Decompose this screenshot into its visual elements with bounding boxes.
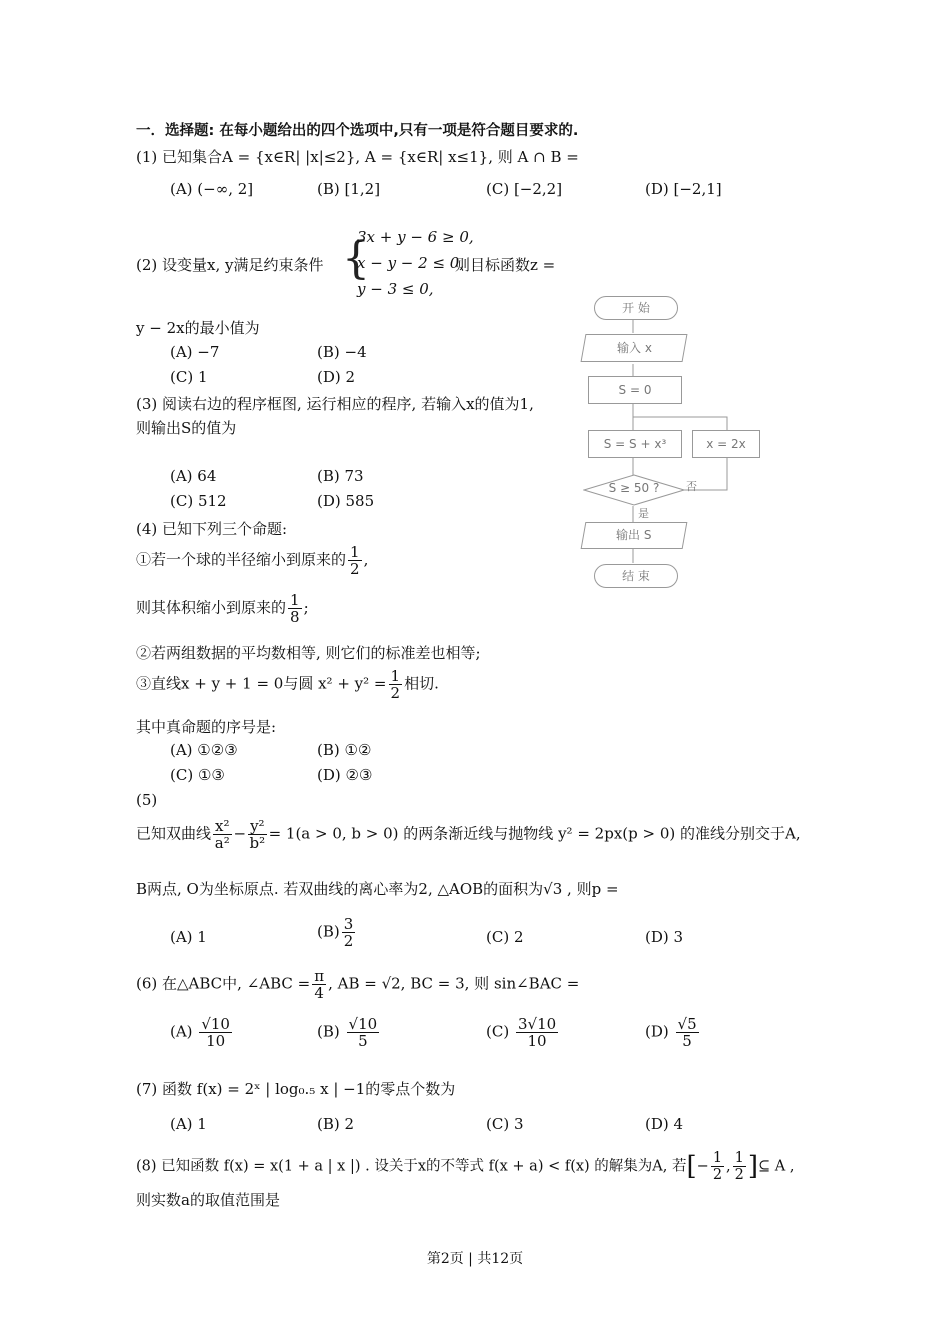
q4-option-d: (D) ②③ [317,766,373,784]
q2-option-c: (C) 1 [170,368,208,386]
q6-c-label: (C) [486,1022,510,1041]
q7-option-a: (A) 1 [170,1115,207,1133]
q6-a-label: (A) [170,1022,193,1041]
q6-stem [136,968,579,1001]
q5-option-b [317,916,357,949]
q6-b-label: (B) [317,1022,340,1041]
flow-update: S = S + x³ [588,430,682,458]
q6-b-den: 5 [358,1032,368,1050]
q8-f2-num: 1 [734,1150,744,1166]
q4-p3-text: ③直线x + y + 1 = 0与圆 x² + y² = [136,674,387,693]
flow-start: 开 始 [594,296,678,320]
q8-stem-a: (8) 已知函数 f(x) = x(1 + a | x |) . 设关于x的不等式 f(x + a) < f(x) 的解集为A, 若 [136,1158,687,1175]
q5-f2-num: y² [250,817,265,835]
q6-option-c [486,1016,560,1049]
q8-rbracket: ] [747,1151,759,1182]
q2-option-d: (D) 2 [317,368,356,386]
q5-num: (5) [136,791,158,809]
q5-minus: − [233,824,247,843]
q5-b-num: 3 [343,915,354,933]
q1-option-b: (B) [1,2] [317,180,381,198]
q3-option-c: (C) 512 [170,492,227,510]
q7-option-d: (D) 4 [645,1115,684,1133]
q6-a-num: √10 [201,1015,230,1033]
flow-cond: S ≥ 50 ? [608,481,660,495]
q5-line1-b: = 1(a > 0, b > 0) 的两条渐近线与抛物线 y² = 2px(p > 0) 的准线分别交于A, [268,824,801,843]
q4-p1c-end: ; [303,598,309,617]
q6-c-num: 3√10 [517,1015,557,1033]
q1-option-c: (C) [−2,2] [486,180,563,198]
q4-p1c-num: 1 [290,591,300,609]
q7-stem: (7) 函数 f(x) = 2ˣ | log₀.₅ x | −1的零点个数为 [136,1080,456,1098]
q4-p1c-den: 8 [290,608,300,626]
q6-a-den: 10 [206,1032,226,1050]
q5-option-b-label: (B) [317,922,340,941]
q3-stem-b: 则输出S的值为 [136,419,237,437]
q6-d-num: √5 [677,1015,697,1033]
flow-init: S = 0 [588,376,682,404]
q8-stem-c: 则实数a的取值范围是 [136,1191,280,1209]
q5-line1 [136,818,801,851]
q4-p3 [136,668,439,701]
flow-input-label: 输入 x [616,341,652,355]
q4-p1-den: 2 [350,560,360,578]
q3-option-d: (D) 585 [317,492,375,510]
q6-pi-den: 4 [314,984,324,1002]
q5-option-d: (D) 3 [645,928,684,946]
q6-c-den: 10 [527,1032,547,1050]
q6-pi-num: π [314,967,325,985]
q4-p3-den: 2 [390,684,401,702]
q5-line2: B两点, O为坐标原点. 若双曲线的离心率为2, △AOB的面积为√3 , 则p = [136,880,619,898]
q4-p1-num: 1 [350,543,360,561]
q6-option-a [170,1016,234,1049]
q2-stem-c: y − 2x的最小值为 [136,319,260,337]
q6-stem-a: (6) 在△ABC中, ∠ABC = [136,974,311,993]
q4-p1c-text: 则其体积缩小到原来的 [136,598,287,617]
q7-option-b: (B) 2 [317,1115,355,1133]
q3-option-b: (B) 73 [317,467,364,485]
q4-option-a: (A) ①②③ [170,741,238,759]
q2-constraint-3: y − 3 ≤ 0, [357,280,434,298]
q2-option-b: (B) −4 [317,343,367,361]
q5-b-den: 2 [343,932,354,950]
q4-option-c: (C) ①③ [170,766,225,784]
q8-f2-den: 2 [734,1167,744,1183]
q7-option-c: (C) 3 [486,1115,524,1133]
flow-double: x = 2x [692,430,760,458]
q1-option-a: (A) (−∞, 2] [170,180,254,198]
q5-option-c: (C) 2 [486,928,524,946]
q5-f1-num: x² [215,817,230,835]
q3-stem-a: (3) 阅读右边的程序框图, 运行相应的程序, 若输入x的值为1, [136,395,534,413]
q4-p3-num: 1 [390,667,401,685]
q4-ask: 其中真命题的序号是: [136,718,277,736]
flow-output [581,522,688,549]
q2-brace: { [342,233,370,284]
q8-f1-num: 1 [712,1150,723,1166]
q4-p1 [136,544,368,577]
q4-p3-end: 相切. [404,674,439,693]
q8-line1: (8) 已知函数 f(x) = x(1 + a | x |) . 设关于x的不等式 f(x + a) < f(x) 的解集为A, 若[− $\frac{1}{2}$ , $\frac{1}{2}$ ]⊆ A , [136,1150,795,1183]
q6-option-b [317,1016,381,1049]
q8-f1-den: 2 [712,1167,723,1183]
q4-p1-end: , [363,550,369,569]
q1-stem: (1) 已知集合A = {x∈R| |x|≤2}, A = {x∈R| x≤1}, 则 A ∩ B = [136,148,579,166]
q3-option-a: (A) 64 [170,467,217,485]
q4-p1-text: ①若一个球的半径缩小到原来的 [136,550,347,569]
q6-b-num: √10 [348,1015,378,1033]
q5-f2-den: b² [249,834,266,852]
q2-stem-a: (2) 设变量x, y满足约束条件 [136,256,324,274]
flow-output-label: 输出 S [616,528,652,542]
q2-option-a: (A) −7 [170,343,220,361]
q2-stem-b: 则目标函数z = [455,256,556,274]
q6-d-label: (D) [645,1022,669,1041]
q2-constraint-1: 3x + y − 6 ≥ 0, [357,228,474,246]
q4-stem: (4) 已知下列三个命题: [136,520,288,538]
q8-stem-b: ⊆ A , [758,1158,795,1175]
flow-yes: 是 [638,507,649,520]
flow-input [581,334,688,362]
q6-d-den: 5 [682,1032,692,1050]
q6-option-d [645,1016,701,1049]
section-title: 一．选择题: 在每小题给出的四个选项中,只有一项是符合题目要求的. [136,123,579,139]
q4-option-b: (B) ①② [317,741,372,759]
q2-constraint-2: x − y − 2 ≤ 0, [357,254,465,272]
q8-neg: − [696,1158,709,1175]
q4-p1c [136,592,309,625]
flow-no: 否 [686,480,697,493]
q8-lbracket: [ [686,1151,697,1182]
q4-p2: ②若两组数据的平均数相等, 则它们的标准差也相等; [136,644,481,662]
page-footer: 第2页 | 共12页 [426,1251,524,1267]
q5-f1-den: a² [214,834,230,852]
q5-line1-a: 已知双曲线 [136,824,212,843]
flow-end: 结 束 [594,564,678,588]
q1-option-d: (D) [−2,1] [645,180,722,198]
q6-stem-b: , AB = √2, BC = 3, 则 sin∠BAC = [328,974,580,993]
q5-option-a: (A) 1 [170,928,207,946]
